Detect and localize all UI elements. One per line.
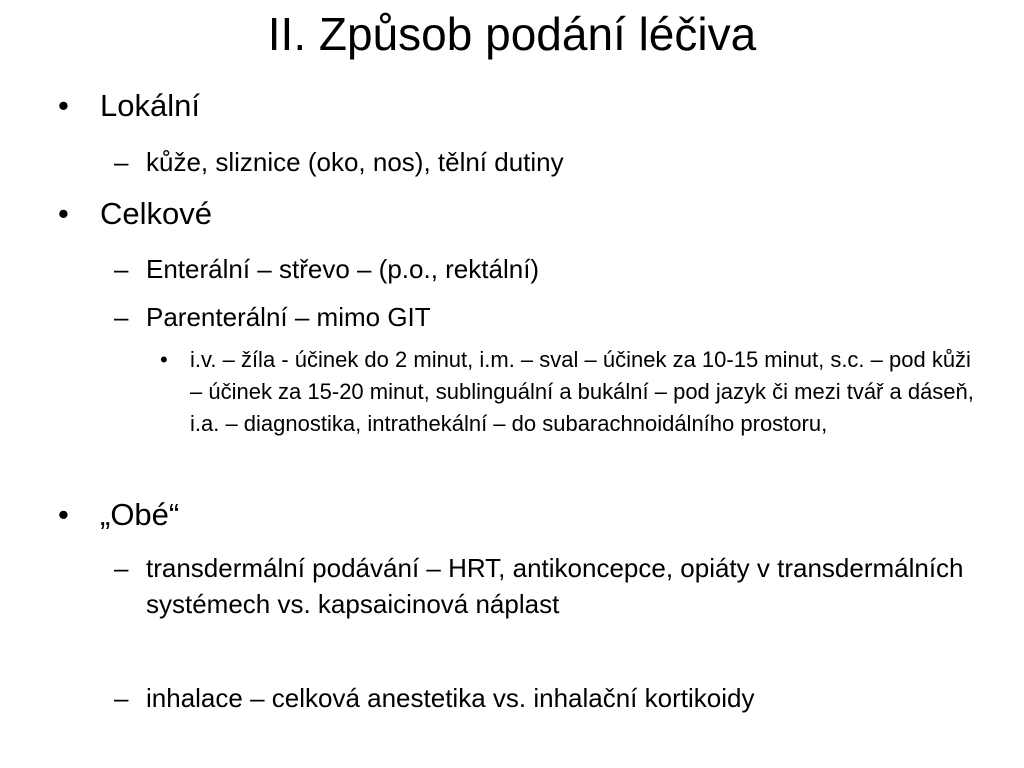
- dash-marker: –: [114, 254, 129, 284]
- bullet-marker: •: [58, 88, 69, 123]
- subbullet-label: inhalace – celková anestetika vs. inhalační kortikoidy: [146, 683, 755, 713]
- subbullet-label: kůže, sliznice (oko, nos), tělní dutiny: [146, 147, 564, 177]
- dash-marker: –: [114, 147, 129, 177]
- slide-title: II. Způsob podání léčiva: [267, 8, 757, 60]
- subsubbullet-label: i.v. – žíla - účinek do 2 minut, i.m. – sval – účinek za 10-15 minut, s.c. – pod kůži – účinek za 15-20 minut, sublinguální a bukální – pod jazyk či mezi tvář a dáseň, i.a. – diagnostika, intrathekální – do subarachnoidálního prostoru,: [190, 347, 974, 436]
- dash-marker: –: [114, 553, 129, 583]
- subbullet-label: Parenterální – mimo GIT: [146, 302, 431, 332]
- subbullet-label: transdermální podávání – HRT, antikoncepce, opiáty v transdermálních systémech vs. kapsaicinová náplast: [146, 553, 964, 619]
- dash-marker: –: [114, 302, 129, 332]
- bullet-marker: •: [58, 497, 69, 532]
- bullet-label: „Obé“: [100, 497, 180, 532]
- subbullet-label: Enterální – střevo – (p.o., rektální): [146, 254, 540, 284]
- bullet-label: Celkové: [100, 196, 212, 231]
- bullet-label: Lokální: [100, 88, 200, 123]
- small-bullet-marker: •: [160, 347, 168, 372]
- bullet-marker: •: [58, 196, 69, 231]
- dash-marker: –: [114, 683, 129, 713]
